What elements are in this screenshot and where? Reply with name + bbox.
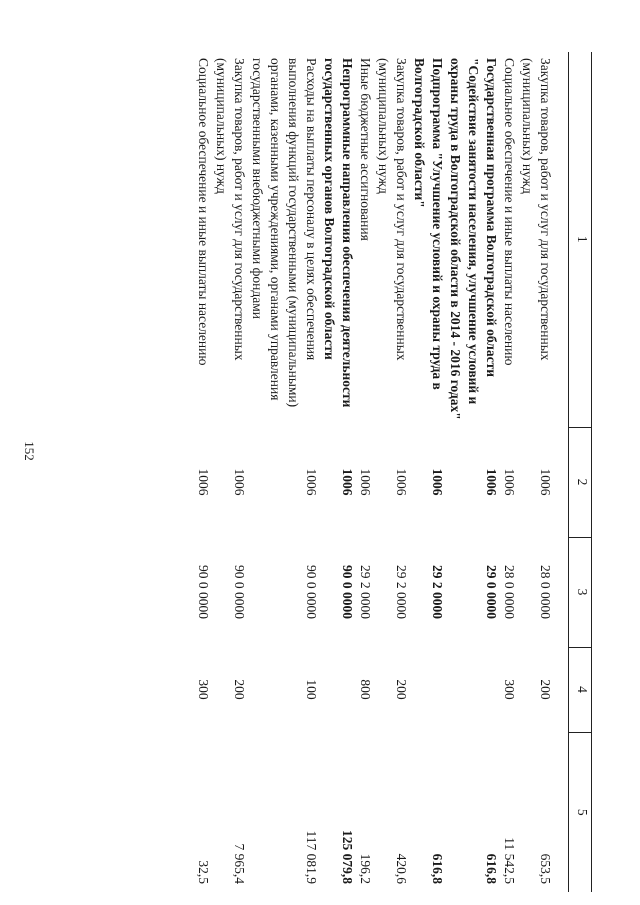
- row-section-code: 1006: [196, 468, 211, 496]
- table-row: [374, 52, 410, 892]
- row-name: Подпрограмма "Улучшение условий и охраны труда в Волгоградской области": [412, 58, 445, 390]
- row-section-code: 1006: [358, 468, 373, 496]
- row-amount: 32,5: [196, 860, 211, 884]
- table-row: [518, 52, 554, 892]
- row-target-code: 90 0 0000: [304, 565, 319, 619]
- row-section-code: 1006: [232, 468, 247, 496]
- header-row: [569, 52, 592, 892]
- row-amount: 420,6: [394, 853, 409, 884]
- table-row: [320, 52, 356, 892]
- row-amount: 125 079,8: [340, 830, 355, 884]
- table-row: [410, 52, 446, 892]
- row-expense-type: [446, 647, 500, 732]
- row-section-code: 1006: [394, 468, 409, 496]
- row-expense-type: 200: [232, 679, 247, 700]
- row-target-code: 29 2 0000: [430, 565, 445, 619]
- row-target-code: 28 0 0000: [502, 565, 517, 619]
- budget-table: [194, 52, 592, 892]
- row-target-code: 90 0 0000: [340, 565, 355, 619]
- row-section-code: 1006: [538, 468, 553, 496]
- table-row: [248, 52, 320, 892]
- row-amount: 616,8: [430, 853, 445, 884]
- row-target-code: 90 0 0000: [196, 565, 211, 619]
- row-amount: 7 965,4: [232, 843, 247, 884]
- rotated-page: [52, 52, 592, 892]
- row-target-code: 28 0 0000: [538, 565, 553, 619]
- table-row: [194, 52, 212, 892]
- row-expense-type: 200: [538, 679, 553, 700]
- row-expense-type: 100: [304, 679, 319, 700]
- row-expense-type: [320, 647, 356, 732]
- header-col-5: 5: [569, 732, 592, 892]
- row-amount: 117 081,9: [304, 830, 319, 884]
- row-expense-type: 300: [502, 679, 517, 700]
- row-target-code: 29 0 0000: [484, 565, 499, 619]
- row-name: Социальное обеспечение и иные выплаты населению: [196, 58, 211, 366]
- row-section-code: 1006: [340, 468, 355, 496]
- row-expense-type: 200: [394, 679, 409, 700]
- page-number: 152: [22, 441, 37, 461]
- row-section-code: 1006: [430, 468, 445, 496]
- header-col-4: 4: [569, 647, 592, 732]
- row-target-code: 29 2 0000: [358, 565, 373, 619]
- header-col-1: 1: [569, 52, 592, 427]
- row-section-code: 1006: [304, 468, 319, 496]
- table-row: [500, 52, 518, 892]
- row-amount: 11 542,5: [502, 837, 517, 884]
- row-name: Закупка товаров, работ и услуг для государственных (муниципальных) нужд: [214, 58, 247, 361]
- table-row: [446, 52, 500, 892]
- row-name: Государственная программа Волгоградской области "Содействие занятости населения, улучшение условий и охраны труда в Волгоградской области в 2014 - 2016 годах": [448, 58, 499, 420]
- row-amount: 653,5: [538, 853, 553, 884]
- row-expense-type: [410, 647, 446, 732]
- row-name: Иные бюджетные ассигнования: [358, 58, 373, 241]
- row-section-code: 1006: [484, 468, 499, 496]
- table-body: [194, 52, 569, 892]
- row-target-code: 90 0 0000: [232, 565, 247, 619]
- row-amount: 616,8: [484, 853, 499, 884]
- row-name: Непрограммные направления обеспечения деятельности государственных органов Волгоградской области: [322, 58, 355, 408]
- row-amount: 196,2: [358, 853, 373, 884]
- row-name: Закупка товаров, работ и услуг для государственных (муниципальных) нужд: [376, 58, 409, 361]
- header-col-3: 3: [569, 537, 592, 647]
- row-target-code: 29 2 0000: [394, 565, 409, 619]
- row-name: Расходы на выплаты персоналу в целях обеспечения выполнения функций государственными (муниципальными) органами, казенными учреждениями, органами управления государственными внебюджетными фондами: [250, 58, 319, 408]
- table-row: [356, 52, 374, 892]
- table-row: [212, 52, 248, 892]
- row-expense-type: 800: [358, 679, 373, 700]
- row-name: Социальное обеспечение и иные выплаты населению: [502, 58, 517, 366]
- header-col-2: 2: [569, 427, 592, 537]
- row-expense-type: 300: [196, 679, 211, 700]
- row-name: Закупка товаров, работ и услуг для государственных (муниципальных) нужд: [520, 58, 553, 361]
- row-section-code: 1006: [502, 468, 517, 496]
- spacer-row: [554, 52, 569, 892]
